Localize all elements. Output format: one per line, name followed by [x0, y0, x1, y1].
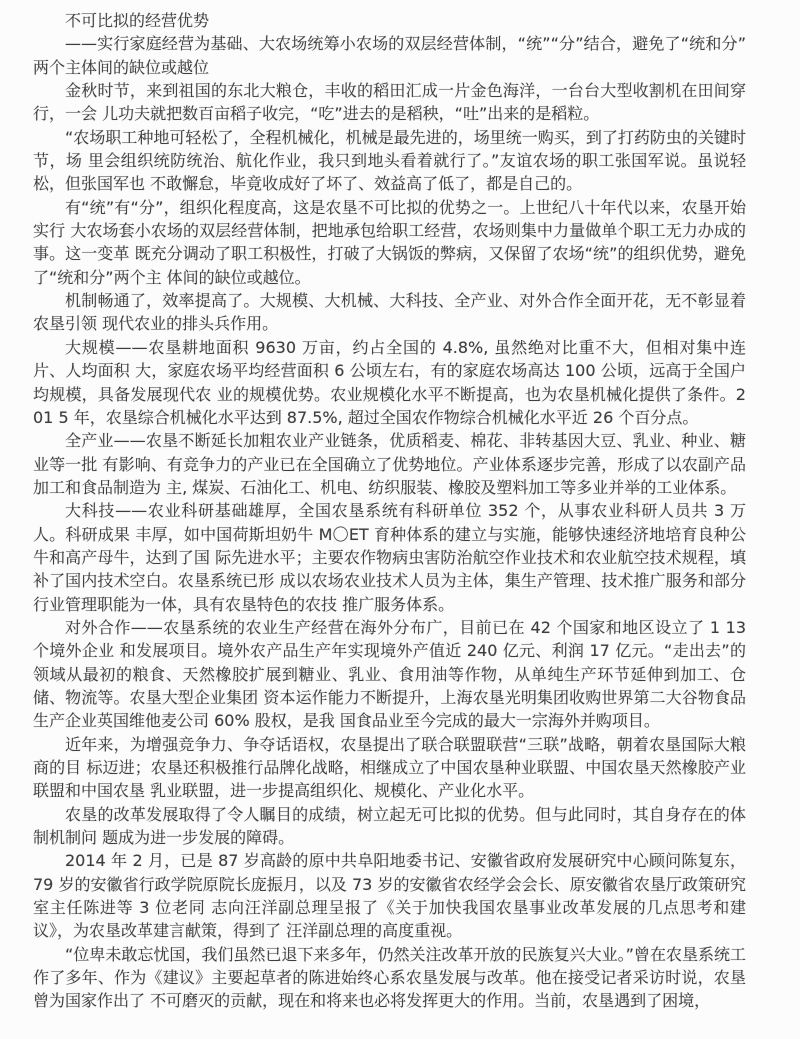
paragraph-subtitle: ——实行家庭经营为基础、大农场统筹小农场的双层经营体制，“统”“分”结合，避免了“统和分”两个主体间的缺位或越位: [33, 34, 746, 77]
paragraph: 机制畅通了，效率提高了。大规模、大机械、大科技、全产业、对外合作全面开花，无不彰显着农垦引领 现代农业的排头兵作用。: [33, 291, 746, 334]
paragraph: 近年来，为增强竞争力、争夺话语权，农垦提出了联合联盟联营“三联”战略，朝着农垦国际大粮商的目 标迈进；农垦还积极推行品牌化战略，相继成立了中国农垦种业联盟、中国农垦天然橡胶产业联盟和中国农垦 乳业联盟，进一步提高组织化、规模化、产业化水平。: [33, 734, 746, 801]
paragraph: 大规模——农垦耕地面积 9630 万亩，约占全国的 4.8%, 虽然绝对比重不大，但相对集中连片、人均面积 大，家庭农场平均经营面积 6 公顷左右，有的家庭农场高达 100 公顷，远高于全国户均规模，具备发展现代农 业的规模优势。农业规模化水平不断提高，也为农垦机械化提供了条件。201 5 年，农垦综合机械化水平达到 87.5%, 超过全国农作物综合机械化水平近 26 个百分点。: [33, 337, 746, 427]
paragraph: 农垦的改革发展取得了令人瞩目的成绩，树立起无可比拟的优势。但与此同时，其自身存在的体制机制问 题成为进一步发展的障碍。: [33, 804, 746, 848]
paragraph: 金秋时节，来到祖国的东北大粮仓，丰收的稻田汇成一片金色海洋，一台台大型收割机在田间穿行，一会 儿功夫就把数百亩稻子收完，“吃”进去的是稻秧，“吐”出来的是稻粒。: [33, 81, 746, 124]
paragraph: 对外合作——农垦系统的农业生产经营在海外分布广，目前已在 42 个国家和地区设立了 1 13 个境外企业 和发展项目。境外农产品生产年实现境外产值近 240 亿元、利润 17 亿元。“走出去”的领域从最初的粮食、天然橡胶扩展到糖业、乳业、食用油等作物，从单纯生产环节延伸到加工、仓储、物流等。农垦大型企业集团 资本运作能力不断提升，上海农垦光明集团收购世界第二大谷物食品生产企业英国维他麦公司 60% 股权，是我 国食品业至今完成的最大一宗海外并购项目。: [33, 617, 746, 731]
document-title: 不可比拟的经营优势: [65, 11, 210, 30]
paragraph: 有“统”有“分”，组织化程度高，这是农垦不可比拟的优势之一。上世纪八十年代以来，农垦开始实行 大农场套小农场的双层经营体制，把地承包给职工经营，农场则集中力量做单个职工无力办成的事。这一变革 既充分调动了职工积极性，打破了大锅饭的弊病，又保留了农场“统”的组织优势，避免了“统和分”两个主 体间的缺位或越位。: [33, 197, 746, 287]
paragraph: 全产业——农垦不断延长加粗农业产业链条，优质稻麦、棉花、非转基因大豆、乳业、种业、糖业等一批 有影响、有竞争力的产业已在全国确立了优势地位。产业体系逐步完善，形成了以农副产品加工和食品制造为 主, 煤炭、石油化工、机电、纺织服装、橡胶及塑料加工等多业并举的工业体系。: [33, 431, 746, 497]
paragraph: “农场职工种地可轻松了，全程机械化，机械是最先进的，场里统一购买，到了打药防虫的关键时节，场 里会组织统防统治、航化作业，我只到地头看着就行了。”友谊农场的职工张国军说。虽说轻松，但张国军也 不敢懈怠，毕竟收成好了坏了、效益高了低了，都是自己的。: [33, 127, 746, 194]
paragraph: “位卑未敢忘忧国，我们虽然已退下来多年，仍然关注改革开放的民族复兴大业。”曾在农垦系统工作了多年、作为《建议》主要起草者的陈进始终心系农垦发展与改革。他在接受记者采访时说，农垦曾为国家作出了 不可磨灭的贡献，现在和将来也必将发挥更大的作用。当前，农垦遇到了困境，: [33, 944, 746, 1011]
paragraph: 2014 年 2 月，已是 87 岁高龄的原中共阜阳地委书记、安徽省政府发展研究中心顾问陈复东，79 岁的安徽省行政学院原院长庞振月，以及 73 岁的安徽省农经学会会长、原安徽省农垦厅政策研究室主任陈进等 3 位老同 志向汪洋副总理呈报了《关于加快我国农垦事业改革发展的几点思考和建议》，为农垦改革建言献策，得到了 汪洋副总理的高度重视。: [33, 851, 746, 941]
paragraph: 大科技——农业科研基础雄厚，全国农垦系统有科研单位 352 个，从事农业科研人员共 3 万人。科研成果 丰厚，如中国荷斯坦奶牛 M〇ET 育种体系的建立与实施，能够快速经济地培育良种公牛和高产母牛，达到了国 际先进水平；主要农作物病虫害防治航空作业技术和农业航空技术规程，填补了国内技术空白。农垦系统已形 成以农场农业技术人员为主体，集生产管理、技术推广服务和部分行业管理职能为一体，具有农垦特色的农技 推广服务体系。: [33, 501, 746, 614]
